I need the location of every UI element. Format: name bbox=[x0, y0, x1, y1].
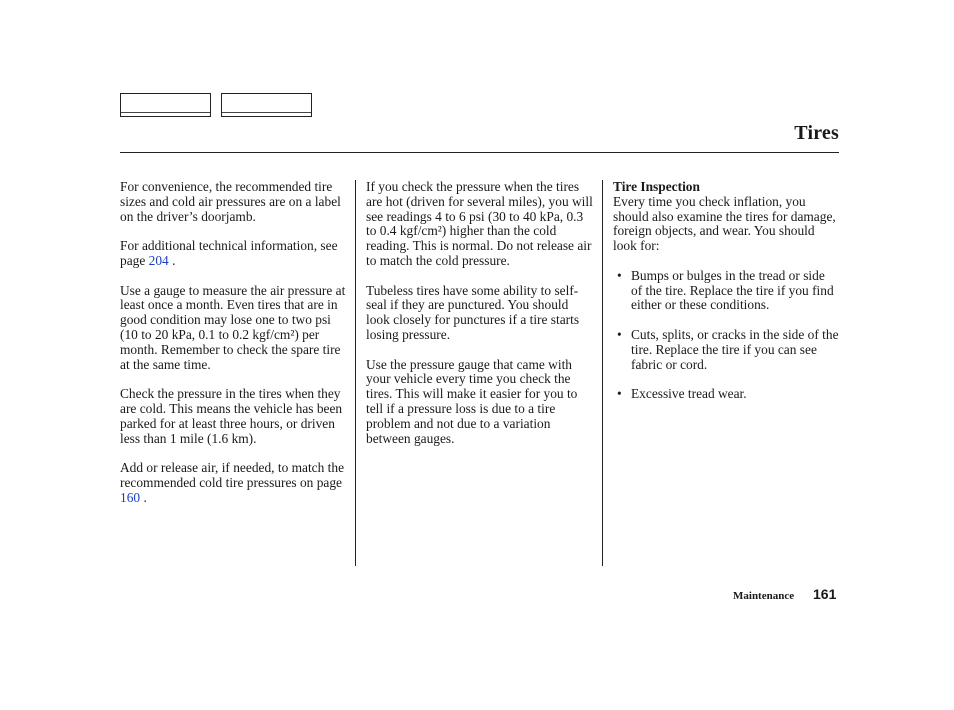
column-2 bbox=[366, 180, 594, 461]
add-release-air-text: Add or release air, if needed, to match the recommended cold tire pressures on page bbox=[120, 460, 345, 490]
list-item-text: Bumps or bulges in the tread or side of the tire. Replace the tire if you find either or these conditions. bbox=[631, 267, 834, 313]
technical-info-end: . bbox=[168, 252, 176, 268]
list-item bbox=[617, 387, 839, 402]
paragraph-technical-info bbox=[120, 239, 348, 269]
inspection-checklist bbox=[613, 269, 839, 402]
page-link-160[interactable]: 160 bbox=[120, 489, 141, 505]
page-title: Tires bbox=[794, 122, 839, 144]
title-divider bbox=[120, 152, 839, 153]
tire-inspection-section bbox=[613, 180, 839, 254]
footer-section-name: Maintenance bbox=[733, 590, 795, 602]
paragraph-hot-tires: If you check the pressure when the tires are hot (driven for several miles), you will see readings 4 to 6 psi (30 to 40 kPa, 0.3 to 0.4 kgf/cm²) higher than the cold reading. This is normal. Do not release air to match the cold pressure. bbox=[366, 179, 593, 268]
nav-button-main-menu[interactable] bbox=[120, 93, 211, 117]
add-release-air-end: . bbox=[140, 489, 147, 505]
page-number: 161 bbox=[813, 586, 837, 602]
list-item bbox=[617, 269, 839, 313]
bullet-icon: • bbox=[617, 386, 622, 402]
technical-info-text: For additional technical information, see page bbox=[120, 238, 338, 268]
paragraph-tubeless-tires: Tubeless tires have some ability to self-seal if they are punctured. You should look closely for punctures if a tire starts losing pressure. bbox=[366, 282, 580, 342]
list-item-text: Cuts, splits, or cracks in the side of the tire. Replace the tire if you can see fabric or cord. bbox=[631, 326, 839, 372]
page-link-204[interactable]: 204 bbox=[148, 252, 169, 268]
column-divider-2 bbox=[602, 180, 603, 566]
paragraph-gauge-monthly: Use a gauge to measure the air pressure at least once a month. Even tires that are in good condition may lose one to two psi (10 to 20 kPa, 0.1 to 0.2 kgf/cm²) per month. Remember to check the spare tire at the same time. bbox=[120, 282, 346, 372]
tire-inspection-intro: Every time you check inflation, you should also examine the tires for damage, foreign objects, and wear. You should look for: bbox=[613, 193, 836, 254]
paragraph-doorjamb-label: For convenience, the recommended tire sizes and cold air pressures are on a label on the driver’s doorjamb. bbox=[120, 179, 341, 224]
bullet-icon: • bbox=[617, 267, 622, 283]
nav-button-table-of-contents[interactable] bbox=[221, 93, 312, 117]
paragraph-pressure-gauge: Use the pressure gauge that came with your vehicle every time you check the tires. This will make it easier for you to tell if a pressure loss is due to a tire problem and not due to a variation between gauges. bbox=[366, 356, 578, 446]
tire-inspection-heading: Tire Inspection bbox=[613, 179, 700, 194]
paragraph-add-release-air bbox=[120, 461, 348, 505]
column-1 bbox=[120, 180, 348, 520]
bullet-icon: • bbox=[617, 326, 622, 342]
column-3 bbox=[613, 180, 839, 417]
list-item bbox=[617, 328, 839, 372]
paragraph-check-cold: Check the pressure in the tires when they are cold. This means the vehicle has been parked for at least three hours, or driven less than 1 mile (1.6 km). bbox=[120, 386, 343, 446]
list-item-text: Excessive tread wear. bbox=[631, 386, 747, 402]
column-divider-1 bbox=[355, 180, 356, 566]
